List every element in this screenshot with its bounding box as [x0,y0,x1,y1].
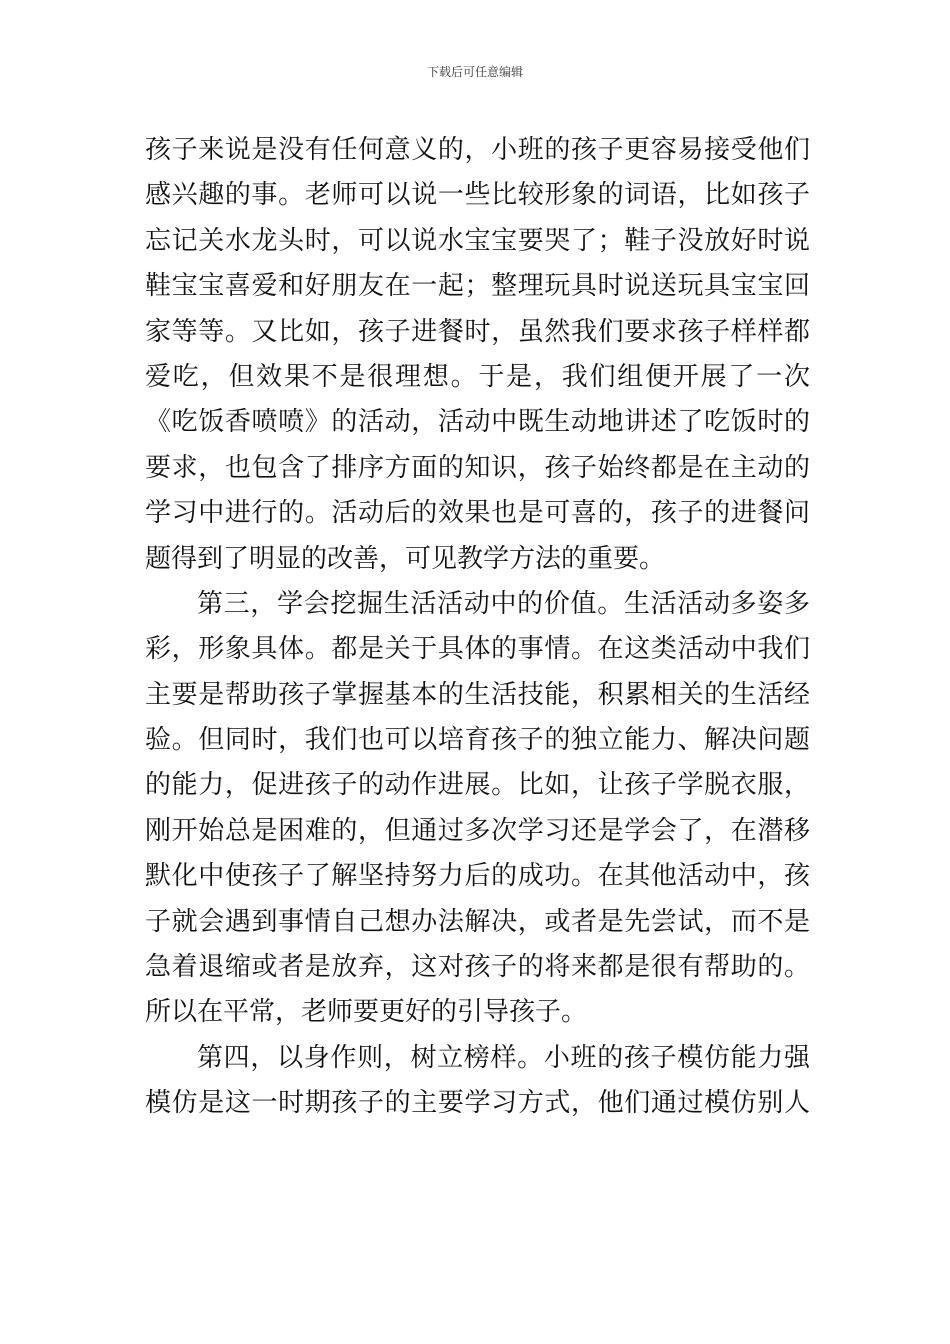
text-line: 刚开始总是困难的，但通过多次学习还是学会了，在潜移 [145,815,810,846]
text-line: 忘记关水龙头时，可以说水宝宝要哭了；鞋子没放好时说 [145,225,810,256]
text-line: 题得到了明显的改善，可见教学方法的重要。 [145,543,666,574]
text-line: 验。但同时，我们也可以培育孩子的独立能力、解决问题 [145,725,810,756]
text-line: 鞋宝宝喜爱和好朋友在一起；整理玩具时说送玩具宝宝回 [145,271,810,302]
text-line: 家等等。又比如，孩子进餐时，虽然我们要求孩子样样都 [145,316,810,347]
text-line: 彩，形象具体。都是关于具体的事情。在这类活动中我们 [145,634,810,665]
text-line: 第四，以身作则，树立榜样。小班的孩子模仿能力强 [197,1042,810,1073]
text-line: 爱吃，但效果不是很理想。于是，我们组便开展了一次 [145,361,810,392]
text-line: 所以在平常，老师要更好的引导孩子。 [145,997,588,1028]
text-line: 主要是帮助孩子掌握基本的生活技能，积累相关的生活经 [145,679,810,710]
text-line: 的能力，促进孩子的动作进展。比如，让孩子学脱衣服， [145,770,810,801]
text-line: 默化中使孩子了解坚持努力后的成功。在其他活动中，孩 [145,861,810,892]
text-line: 模仿是这一时期孩子的主要学习方式，他们通过模仿别人 [145,1088,810,1119]
text-line: 孩子来说是没有任何意义的，小班的孩子更容易接受他们 [145,135,810,165]
text-line: 第三，学会挖掘生活活动中的价值。生活活动多姿多 [197,588,810,619]
page-header: 下载后可任意编辑 [426,65,523,79]
text-line: 要求，也包含了排序方面的知识，孩子始终都是在主动的 [145,452,810,483]
text-line: 学习中进行的。活动后的效果也是可喜的，孩子的进餐问 [145,498,810,529]
text-line: 急着退缩或者是放弃，这对孩子的将来都是很有帮助的。 [145,952,810,983]
text-line: 《吃饭香喷喷》的活动，活动中既生动地讲述了吃饭时的 [145,407,810,438]
document-body [145,128,810,1127]
text-line: 子就会遇到事情自己想办法解决，或者是先尝试，而不是 [145,906,810,937]
text-line: 感兴趣的事。老师可以说一些比较形象的词语，比如孩子 [145,180,810,211]
